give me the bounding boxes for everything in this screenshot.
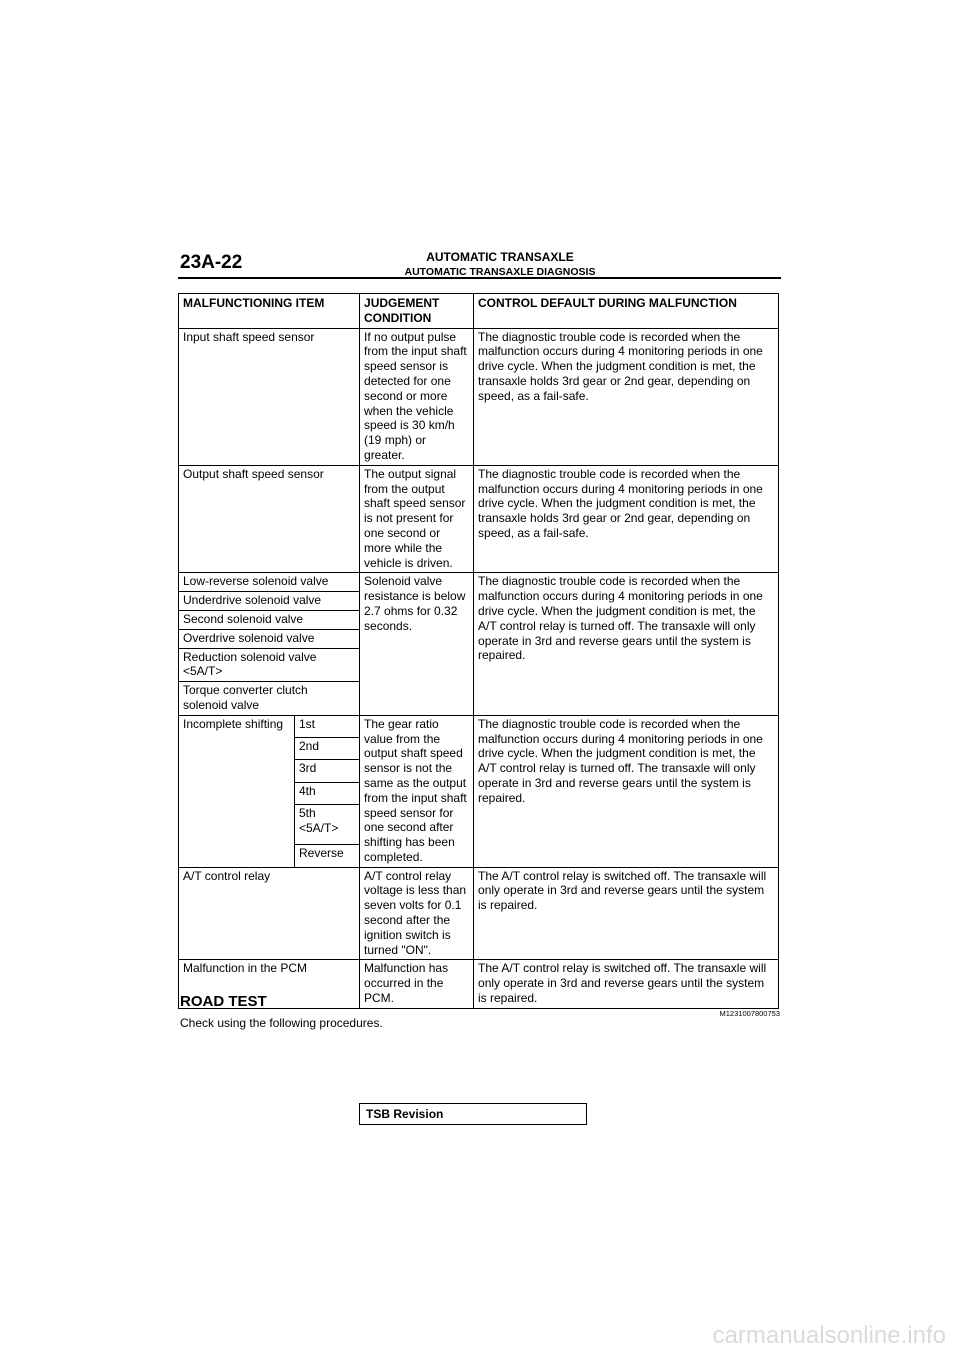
judgement-cell: Malfunction has occurred in the PCM. [360, 960, 474, 1008]
judgement-cell: The gear ratio value from the output shaft speed sensor is not the same as the output from the input shaft speed sensor for one second after shifting has been completed. [360, 715, 474, 867]
item-cell: Input shaft speed sensor [179, 328, 360, 465]
gear-cell: 5th <5A/T> [295, 805, 360, 845]
table-row [179, 960, 779, 1008]
item-cell: Second solenoid valve [179, 610, 360, 629]
section-subtitle: AUTOMATIC TRANSAXLE DIAGNOSIS [404, 266, 596, 278]
gear-cell: 3rd [295, 760, 360, 782]
item-cell: Reduction solenoid valve <5A/T> [179, 648, 360, 682]
table-row [179, 867, 779, 960]
item-cell: Overdrive solenoid valve [179, 629, 360, 648]
gear-cell: 1st [295, 715, 360, 737]
header-divider [178, 277, 781, 279]
column-header-judgement: JUDGEMENT CONDITION [360, 294, 474, 329]
item-cell: Underdrive solenoid valve [179, 592, 360, 611]
default-cell: The diagnostic trouble code is recorded when the malfunction occurs during 4 monitoring periods in one drive cycle. When the judgment condition is met, the A/T control relay is turned off. The transaxle will only operate in 3rd and reverse gears until the system is repaired. [474, 573, 779, 715]
page-number: 23A-22 [180, 252, 243, 273]
judgement-cell: Solenoid valve resistance is below 2.7 ohms for 0.32 seconds. [360, 573, 474, 715]
gear-cell: 4th [295, 782, 360, 804]
tsb-revision-label: TSB Revision [366, 1107, 444, 1121]
default-cell: The diagnostic trouble code is recorded when the malfunction occurs during 4 monitoring periods in one drive cycle. When the judgment condition is met, the transaxle holds 3rd gear or 2nd gear, depending on speed, as a fail-safe. [474, 465, 779, 573]
table-row [179, 328, 779, 465]
watermark: carmanualsonline.info [712, 1322, 946, 1349]
judgement-cell: A/T control relay voltage is less than seven volts for 0.1 second after the ignition switch is turned "ON". [360, 867, 474, 960]
default-cell: The diagnostic trouble code is recorded when the malfunction occurs during 4 monitoring periods in one drive cycle. When the judgment condition is met, the transaxle holds 3rd gear or 2nd gear, depending on speed, as a fail-safe. [474, 328, 779, 465]
column-header-default: CONTROL DEFAULT DURING MALFUNCTION [474, 294, 779, 329]
item-cell: Low-reverse solenoid valve [179, 573, 360, 592]
road-test-heading: ROAD TEST [180, 993, 267, 1010]
table-row [179, 573, 779, 592]
item-cell: Malfunction in the PCM [179, 960, 360, 1008]
section-title: AUTOMATIC TRANSAXLE [426, 250, 574, 264]
gear-cell: 2nd [295, 738, 360, 760]
item-cell: Output shaft speed sensor [179, 465, 360, 573]
item-cell: Torque converter clutch solenoid valve [179, 682, 360, 716]
gear-cell: Reverse [295, 845, 360, 867]
tsb-revision-box [359, 1103, 587, 1125]
default-cell: The A/T control relay is switched off. The transaxle will only operate in 3rd and reverse gears until the system is repaired. [474, 867, 779, 960]
table-row [179, 715, 779, 737]
item-cell: A/T control relay [179, 867, 360, 960]
judgement-cell: The output signal from the output shaft speed sensor is not present for one second or more while the vehicle is driven. [360, 465, 474, 573]
table-row [179, 465, 779, 573]
judgement-cell: If no output pulse from the input shaft speed sensor is detected for one second or more when the vehicle speed is 30 km/h (19 mph) or greater. [360, 328, 474, 465]
item-cell: Incomplete shifting [179, 715, 295, 867]
default-cell: The diagnostic trouble code is recorded when the malfunction occurs during 4 monitoring periods in one drive cycle. When the judgment condition is met, the A/T control relay is turned off. The transaxle will only operate in 3rd and reverse gears until the system is repaired. [474, 715, 779, 867]
column-header-item: MALFUNCTIONING ITEM [179, 294, 360, 329]
road-test-text: Check using the following procedures. [180, 1016, 383, 1030]
diagnosis-table [178, 293, 779, 1009]
default-cell: The A/T control relay is switched off. The transaxle will only operate in 3rd and reverse gears until the system is repaired. [474, 960, 779, 1008]
document-code: M1231007800753 [719, 1009, 780, 1018]
table-header-row [179, 294, 779, 329]
